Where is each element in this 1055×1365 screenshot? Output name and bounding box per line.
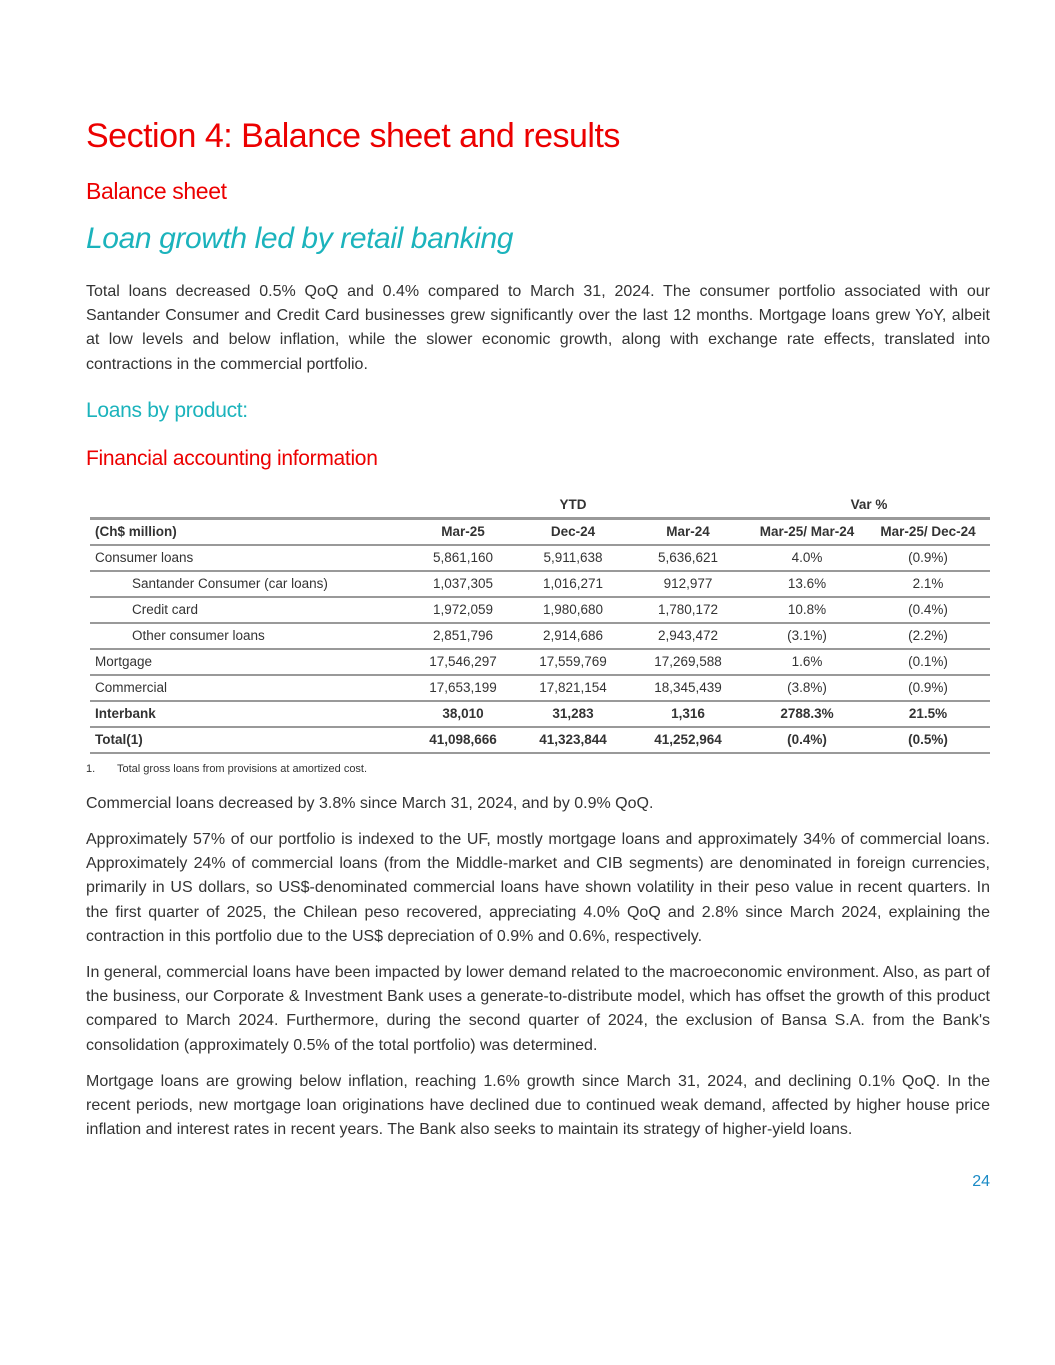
table-cell: 2,943,472 <box>628 623 748 649</box>
row-label: Other consumer loans <box>90 623 408 649</box>
table-cell: (0.9%) <box>866 675 990 701</box>
table-cell: 5,911,638 <box>518 545 628 571</box>
table-cell: 2,851,796 <box>408 623 518 649</box>
table-cell: 17,821,154 <box>518 675 628 701</box>
table-cell: (0.9%) <box>866 545 990 571</box>
subsection-title: Balance sheet <box>86 178 227 204</box>
group-ytd: YTD <box>518 493 628 519</box>
table-cell: 17,546,297 <box>408 649 518 675</box>
table-row <box>90 727 990 753</box>
column-header: Mar-24 <box>628 518 748 545</box>
table-cell: 17,269,588 <box>628 649 748 675</box>
table-cell: (3.1%) <box>748 623 866 649</box>
row-label: Total(1) <box>90 727 408 753</box>
row-label: Santander Consumer (car loans) <box>90 571 408 597</box>
table-cell: 21.5% <box>866 701 990 727</box>
headline: Loan growth led by retail banking <box>86 222 514 255</box>
table-cell: (0.4%) <box>866 597 990 623</box>
table-cell: (2.2%) <box>866 623 990 649</box>
table-cell: 1,780,172 <box>628 597 748 623</box>
footnote: 1. Total gross loans from provisions at amortized cost. <box>86 762 368 775</box>
loans-table <box>90 493 990 754</box>
table-cell: 41,252,964 <box>628 727 748 753</box>
table-cell: 18,345,439 <box>628 675 748 701</box>
column-header: Mar-25 <box>408 518 518 545</box>
table-cell: 13.6% <box>748 571 866 597</box>
table-cell: 2788.3% <box>748 701 866 727</box>
row-label: Interbank <box>90 701 408 727</box>
row-label: Mortgage <box>90 649 408 675</box>
table-cell: 2.1% <box>866 571 990 597</box>
table-cell: 41,323,844 <box>518 727 628 753</box>
table-cell: 5,636,621 <box>628 545 748 571</box>
paragraph: Mortgage loans are growing below inflation, reaching 1.6% growth since March 31, 2024, and declining 0.1% QoQ. In the recent periods, new mortgage loan originations have declined due to continued weak demand, affected by higher house price inflation and interest rates in recent years. The Bank also seeks to maintain its strategy of higher-yield loans. <box>86 1072 990 1139</box>
table-cell: 38,010 <box>408 701 518 727</box>
table-row <box>90 597 990 623</box>
table-cell: 1,316 <box>628 701 748 727</box>
table-cell: 17,653,199 <box>408 675 518 701</box>
table-cell: 1,980,680 <box>518 597 628 623</box>
paragraph: In general, commercial loans have been impacted by lower demand related to the macroeconomic environment. Also, as part of the business, our Corporate & Investment Bank uses a generate-to-distribute model, which has offset the growth of this product compared to March 2024. Furthermore, during the second quarter of 2024, the exclusion of Bansa S.A. from the Bank's consolidation (approximately 0.5% of the total portfolio) was determined. <box>86 964 990 1054</box>
column-header: Mar-25/ Mar-24 <box>748 518 866 545</box>
table-cell: 17,559,769 <box>518 649 628 675</box>
table-cell: (0.1%) <box>866 649 990 675</box>
table-cell: (0.4%) <box>748 727 866 753</box>
table-cell: 1.6% <box>748 649 866 675</box>
section-title: Section 4: Balance sheet and results <box>86 117 620 155</box>
table-cell: 912,977 <box>628 571 748 597</box>
paragraph: Commercial loans decreased by 3.8% since March 31, 2024, and by 0.9% QoQ. <box>86 794 654 812</box>
table-cell: 31,283 <box>518 701 628 727</box>
table-cell: 1,037,305 <box>408 571 518 597</box>
table-row <box>90 649 990 675</box>
table-row <box>90 623 990 649</box>
row-label: Credit card <box>90 597 408 623</box>
table-cell: 5,861,160 <box>408 545 518 571</box>
table-cell: 4.0% <box>748 545 866 571</box>
table-cell: 1,972,059 <box>408 597 518 623</box>
table-row <box>90 545 990 571</box>
column-header: Mar-25/ Dec-24 <box>866 518 990 545</box>
column-header: (Ch$ million) <box>90 518 408 545</box>
row-label: Consumer loans <box>90 545 408 571</box>
group-var: Var % <box>748 493 990 519</box>
paragraph: Approximately 57% of our portfolio is indexed to the UF, mostly mortgage loans and approximately 34% of commercial loans. Approximately 24% of commercial loans (from the Middle-market and CIB segments) are denominated in foreign currencies, primarily in US dollars, so US$-denominated commercial loans have shown volatility in their peso value in recent quarters. In the first quarter of 2025, the Chilean peso recovered, appreciating 4.0% QoQ and 2.8% since March 2024, explaining the contraction in this portfolio due to the US$ depreciation of 0.9% and 0.6%, respectively. <box>86 831 990 945</box>
table-row <box>90 675 990 701</box>
document-page <box>86 0 990 1232</box>
table-row <box>90 701 990 727</box>
loans-by-product-heading: Loans by product: <box>86 398 248 422</box>
table-cell: 41,098,666 <box>408 727 518 753</box>
page-number: 24 <box>972 1173 990 1191</box>
table-cell: (3.8%) <box>748 675 866 701</box>
body-text <box>86 792 990 1143</box>
column-header: Dec-24 <box>518 518 628 545</box>
row-label: Commercial <box>90 675 408 701</box>
table-cell: 1,016,271 <box>518 571 628 597</box>
table-row <box>90 571 990 597</box>
table-cell: 2,914,686 <box>518 623 628 649</box>
intro-paragraph: Total loans decreased 0.5% QoQ and 0.4% compared to March 31, 2024. The consumer portfolio associated with our Santander Consumer and Credit Card businesses grew significantly over the last 12 months. Mortgage loans grew YoY, albeit at low levels and below inflation, while the slower economic growth, along with exchange rate effects, translated into contractions in the commercial portfolio. <box>86 283 990 373</box>
financial-info-heading: Financial accounting information <box>86 446 378 470</box>
table-cell: (0.5%) <box>866 727 990 753</box>
table-cell: 10.8% <box>748 597 866 623</box>
